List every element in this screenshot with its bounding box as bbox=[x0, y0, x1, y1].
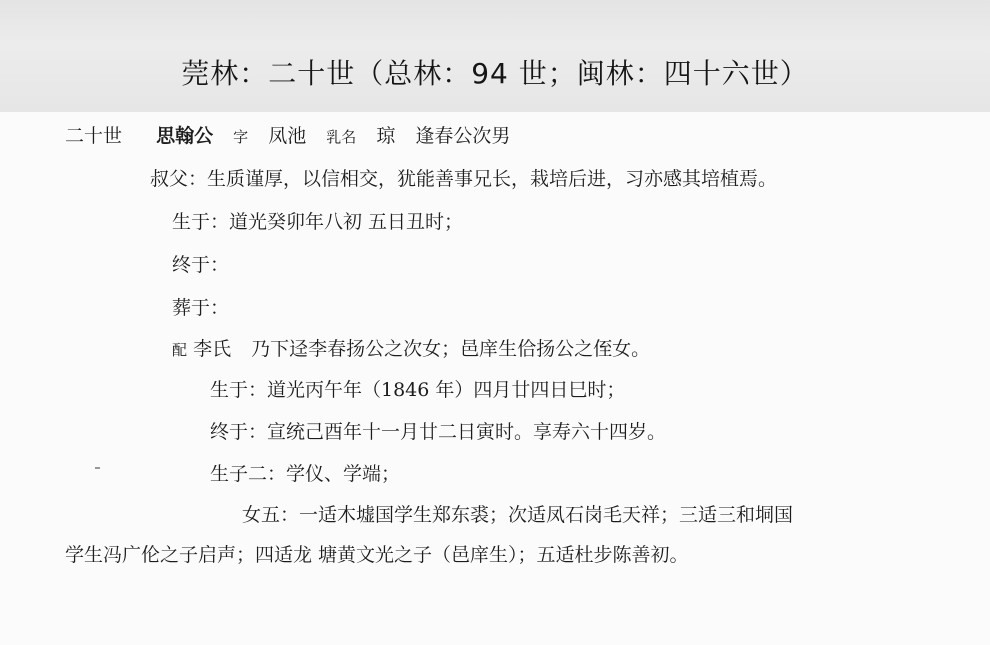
print-speck bbox=[95, 467, 100, 469]
courtesy-label: 字 bbox=[233, 128, 249, 146]
person-name: 思翰公 bbox=[156, 125, 214, 147]
spouse-name: 李氏 bbox=[193, 338, 232, 360]
daughters-record-line2: 学生冯广伦之子启声；四适龙 塘黄文光之子（邑庠生）；五适杜步陈善初。 bbox=[65, 544, 689, 566]
spouse-heading bbox=[172, 337, 650, 362]
chapter-header-band bbox=[0, 0, 990, 112]
death-record: 终于： bbox=[172, 254, 230, 276]
sons-record: 生子二：学仪、学端； bbox=[210, 463, 401, 485]
milk-name-label: 乳名 bbox=[326, 128, 357, 146]
generation-label: 二十世 bbox=[65, 125, 123, 147]
description-text: 叔父：生质谨厚，以信相交，犹能善事兄长，栽培后进，习亦感其培植焉。 bbox=[150, 168, 778, 190]
parentage: 逢春公次男 bbox=[415, 125, 511, 147]
genealogy-page bbox=[0, 112, 990, 645]
milk-name: 琼 bbox=[376, 125, 396, 147]
entry-heading bbox=[65, 124, 510, 149]
spouse-label: 配 bbox=[172, 341, 188, 359]
daughters-record-line1: 女五：一适木墟国学生郑东裘；次适凤石岗毛天祥；三适三和垌国 bbox=[242, 504, 794, 526]
spouse-origin: 乃下迳李春扬公之次女；邑庠生佮扬公之侄女。 bbox=[251, 338, 651, 360]
spouse-birth-record: 生于：道光丙午年（1846 年）四月廿四日巳时； bbox=[210, 379, 626, 401]
chapter-title: 莞林：二十世（总林：94 世；闽林：四十六世） bbox=[181, 57, 809, 90]
burial-record: 葬于： bbox=[172, 297, 230, 319]
spouse-death-record: 终于：宣统己酉年十一月廿二日寅时。享寿六十四岁。 bbox=[210, 421, 667, 443]
courtesy-name: 凤池 bbox=[268, 125, 307, 147]
birth-record: 生于：道光癸卯年八初 五日丑时； bbox=[172, 211, 464, 233]
